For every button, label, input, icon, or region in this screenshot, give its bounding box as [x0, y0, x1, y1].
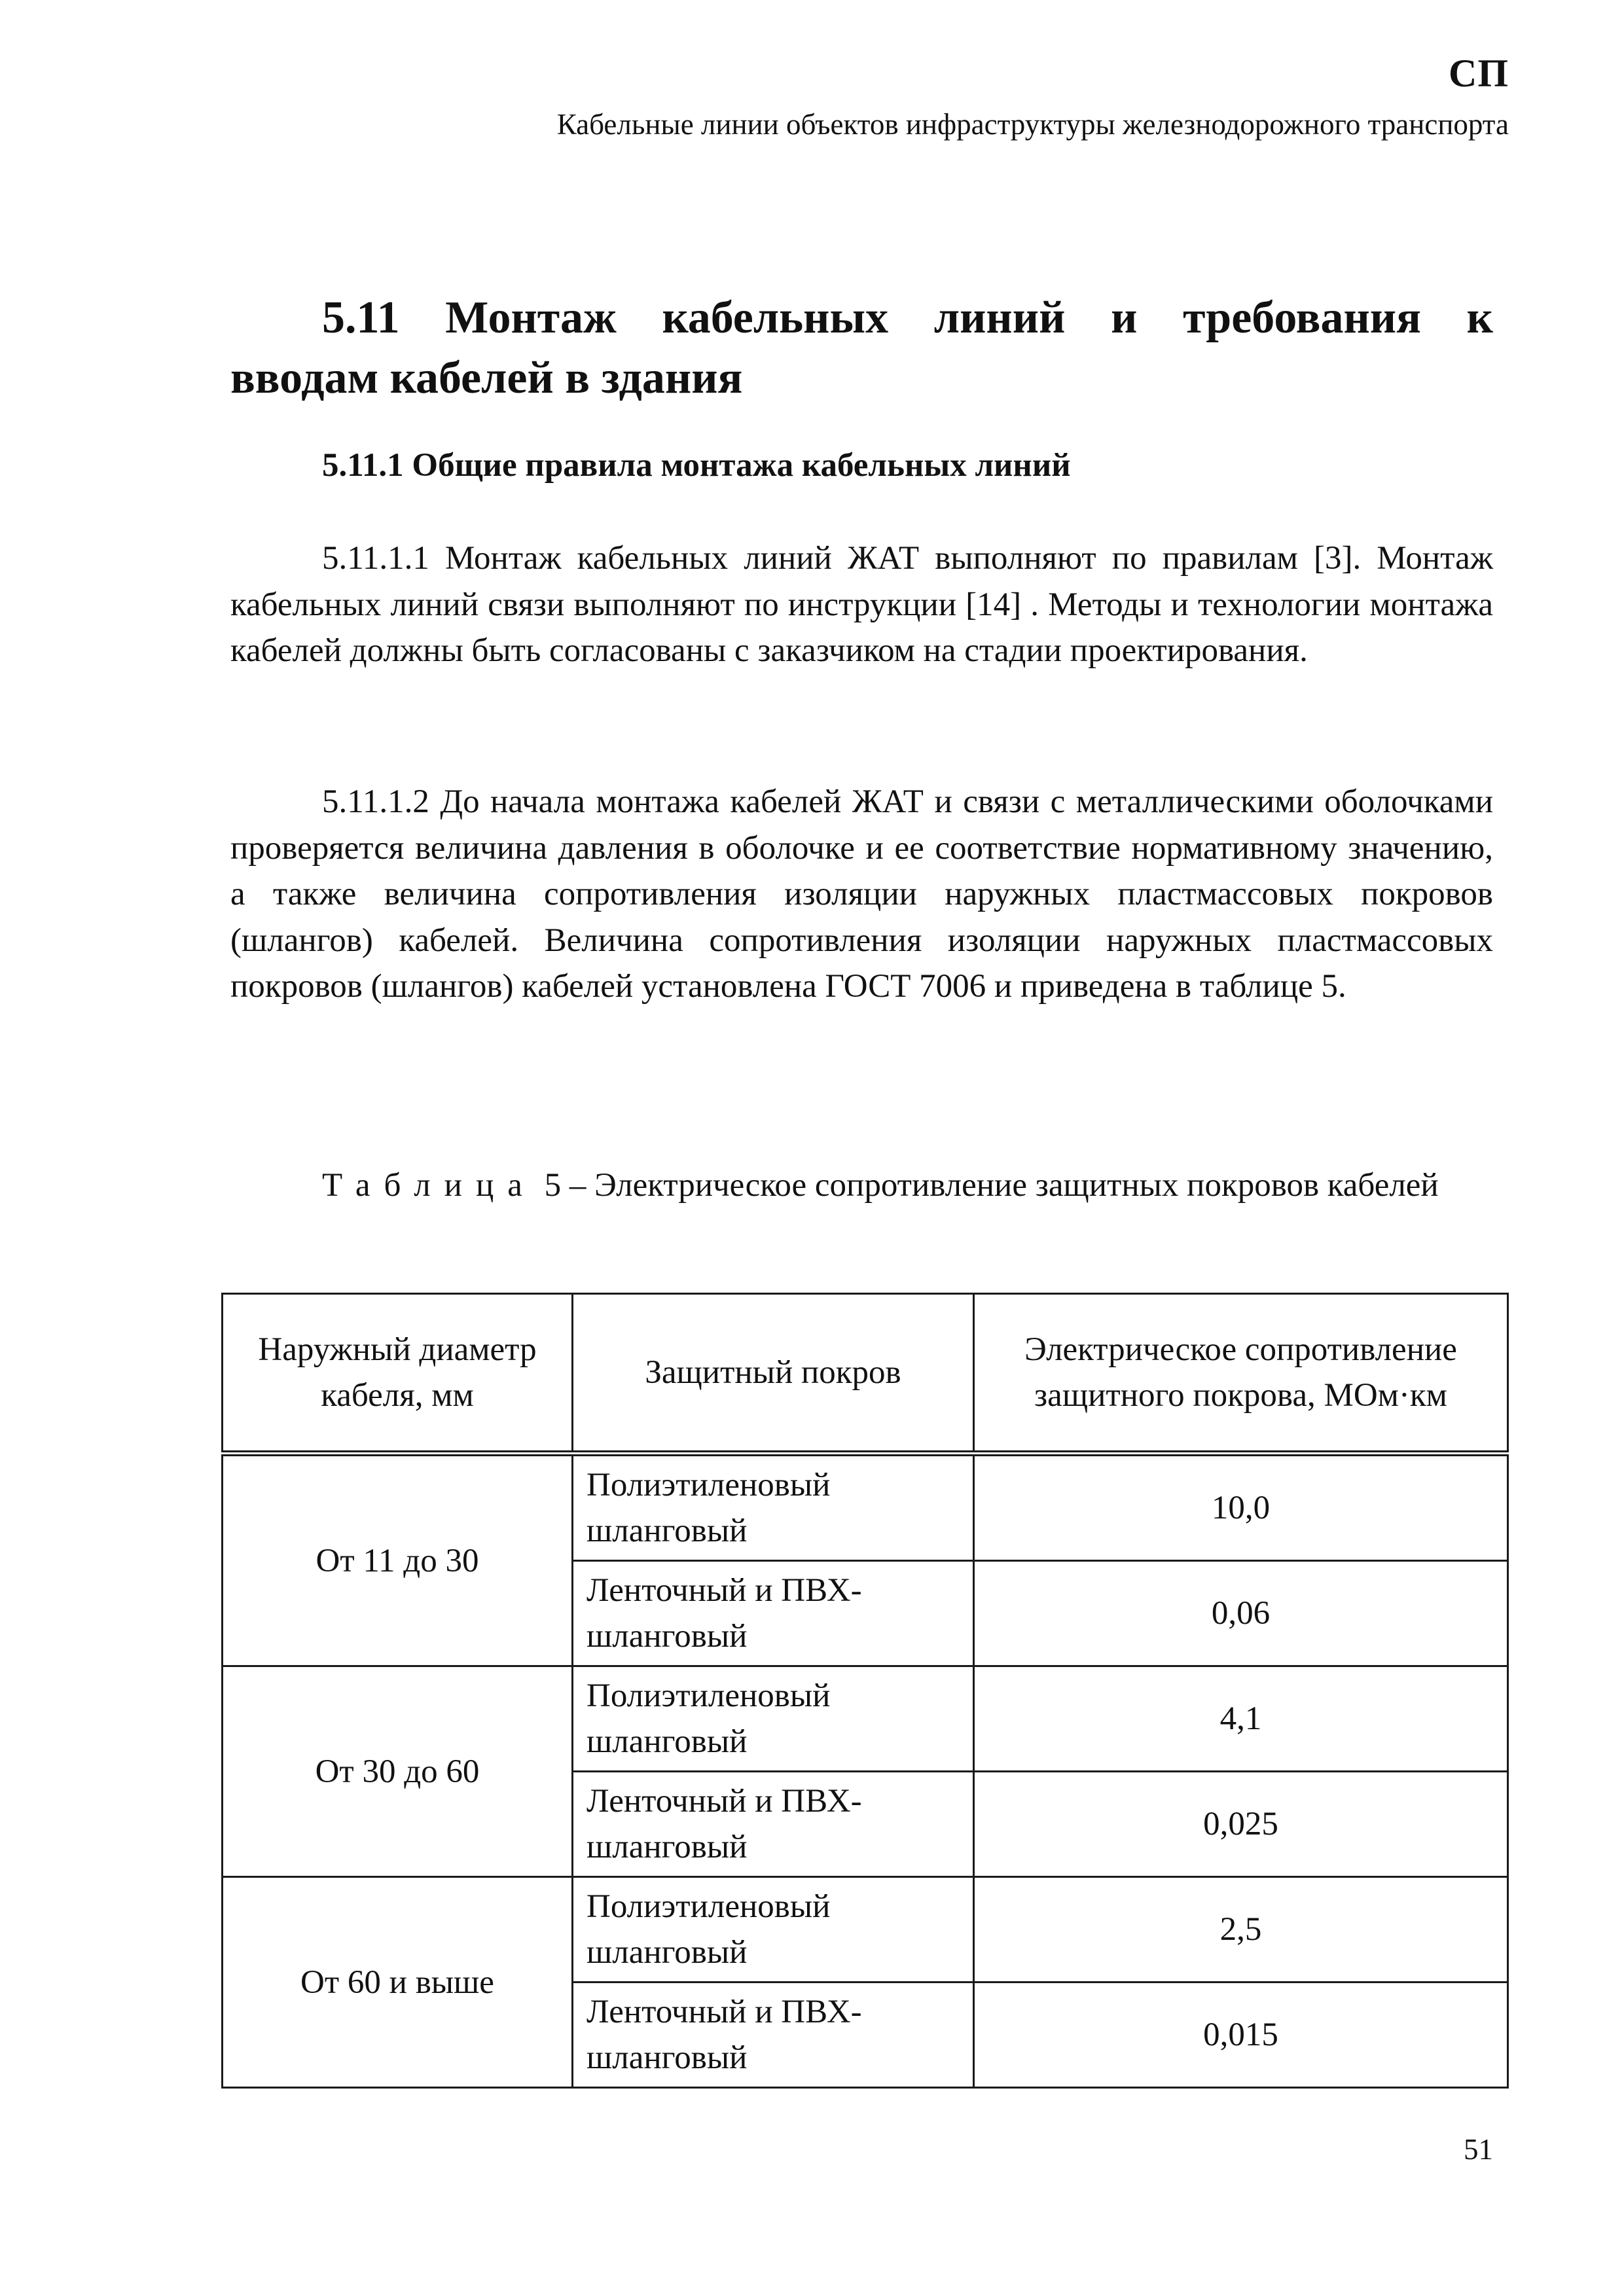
- table-caption-text: 5 – Электрическое сопротивление защитных покровов кабелей: [544, 1167, 1439, 1204]
- resistance-cell: 10,0: [974, 1454, 1508, 1561]
- diameter-cell: От 30 до 60: [223, 1666, 573, 1877]
- page-number: 51: [1464, 2133, 1493, 2166]
- table-caption: [230, 1162, 1493, 1209]
- section-title-word: Монтаж: [445, 293, 617, 343]
- section-title-word: 5.11: [322, 293, 400, 343]
- section-title-word: кабельных: [662, 293, 889, 343]
- resistance-cell: 0,025: [974, 1772, 1508, 1877]
- document-code: СП: [1449, 52, 1509, 95]
- section-title: [230, 288, 1493, 408]
- diameter-cell: От 11 до 30: [223, 1454, 573, 1666]
- table-row: [223, 1666, 1508, 1772]
- resistance-table: [221, 1293, 1509, 2089]
- cover-cell: Ленточный и ПВХ-шланговый: [573, 1772, 974, 1877]
- cover-cell: Ленточный и ПВХ-шланговый: [573, 1982, 974, 2088]
- section-title-line1: [230, 288, 1493, 348]
- resistance-cell: 4,1: [974, 1666, 1508, 1772]
- table-header-row: [223, 1294, 1508, 1454]
- table-row: [223, 1877, 1508, 1982]
- subsection-title: 5.11.1 Общие правила монтажа кабельных линий: [322, 447, 1071, 484]
- resistance-cell: 0,06: [974, 1561, 1508, 1666]
- column-header-resistance: Электрическое сопротивление защитного покрова, МОм·км: [974, 1294, 1508, 1454]
- cover-cell: Ленточный и ПВХ-шланговый: [573, 1561, 974, 1666]
- cover-cell: Полиэтиленовый шланговый: [573, 1666, 974, 1772]
- section-title-word: к: [1466, 293, 1493, 343]
- diameter-cell: От 60 и выше: [223, 1877, 573, 2088]
- cover-cell: Полиэтиленовый шланговый: [573, 1877, 974, 1982]
- resistance-cell: 0,015: [974, 1982, 1508, 2088]
- table-row: [223, 1454, 1508, 1561]
- paragraph-5-11-1-1: 5.11.1.1 Монтаж кабельных линий ЖАТ выполняют по правилам [3]. Монтаж кабельных линий связи выполняют по инструкции [14] . Методы и технологии монтажа кабелей должны быть согласованы с заказчиком на стадии проектирования.: [230, 540, 1493, 669]
- cover-cell: Полиэтиленовый шланговый: [573, 1454, 974, 1561]
- section-title-word: линий: [933, 293, 1066, 343]
- paragraph-5-11-1-2: 5.11.1.2 До начала монтажа кабелей ЖАТ и связи с металлическими оболочками проверяется величина давления в оболочке и ее соответствие нормативному значению, а также величина сопротивления изоляции наружных пластмассовых покровов (шлангов) кабелей. Величина сопротивления изоляции наружных пластмассовых покровов (шлангов) кабелей установлена ГОСТ 7006 и приведена в таблице 5.: [230, 783, 1493, 1005]
- column-header-cover: Защитный покров: [573, 1294, 974, 1454]
- section-title-word: требования: [1183, 293, 1421, 343]
- section-title-line2: вводам кабелей в здания: [230, 353, 743, 403]
- section-title-word: и: [1111, 293, 1138, 343]
- resistance-cell: 2,5: [974, 1877, 1508, 1982]
- running-header-title: Кабельные линии объектов инфраструктуры железнодорожного транспорта: [556, 108, 1509, 141]
- column-header-diameter: Наружный диаметр кабеля, мм: [223, 1294, 573, 1454]
- table-caption-label: Таблица: [322, 1167, 536, 1204]
